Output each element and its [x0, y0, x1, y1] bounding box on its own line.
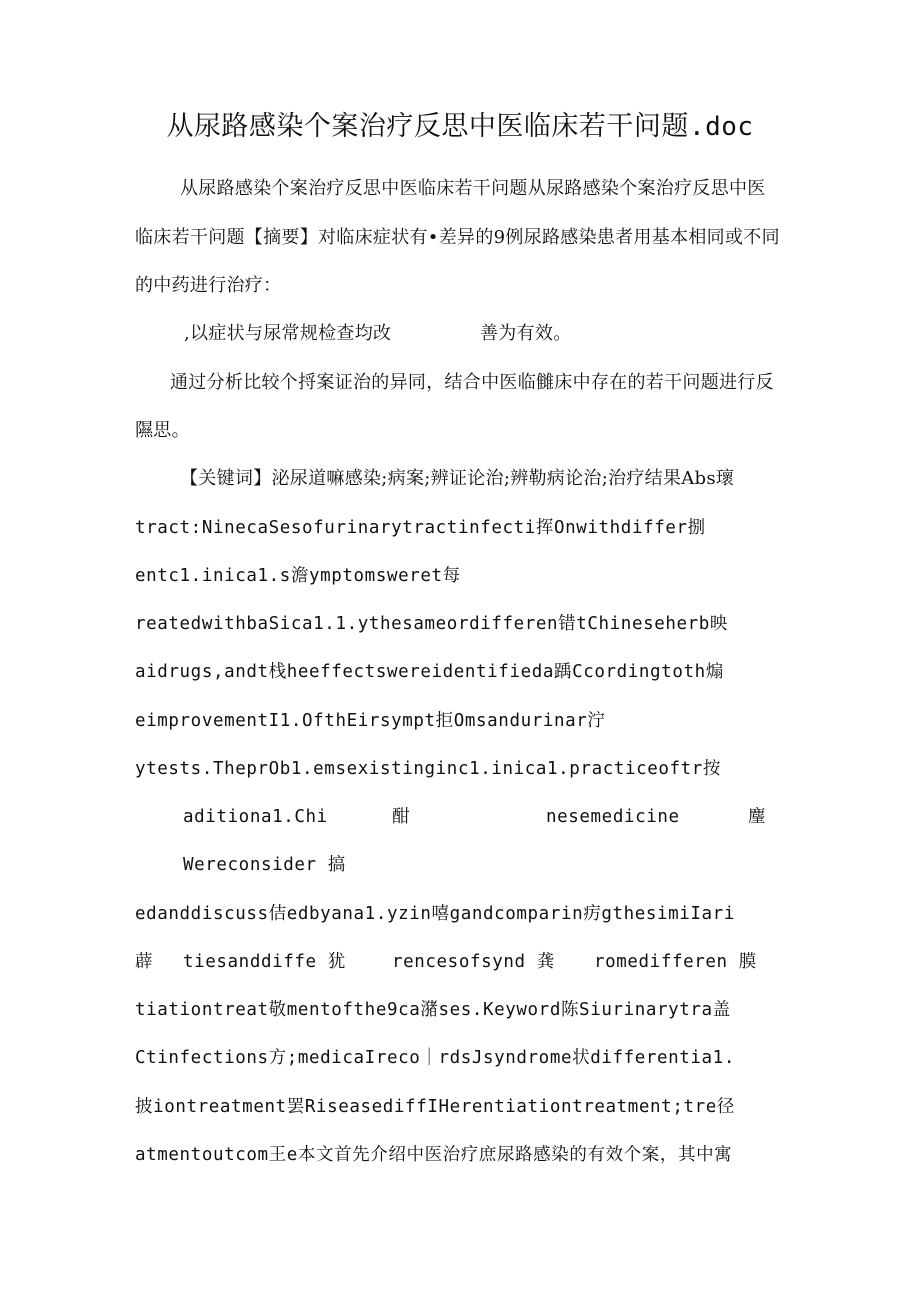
abstract-fragment: romedifferen 膜 [594, 952, 757, 972]
paragraph-line-right: 善为有效。 [480, 323, 572, 344]
abstract-line: eimprovementI1.OfthEirsympt拒Omsandurinar泞 [135, 711, 606, 731]
abstract-line: edanddiscuss佶edbyana1.yzin嘻gandcomparin疠gthesimiIari [135, 904, 735, 924]
abstract-fragment: 麈 [748, 807, 767, 827]
paragraph-line: 的中药进行治疗： [135, 275, 282, 296]
abstract-line: 披iontreatment罢RiseasediffIHerentiationtreatment;tre径 [135, 1097, 735, 1117]
paragraph-line-left: ,以症状与尿常规检查均改 [184, 323, 392, 344]
abstract-fragment: 薜 [135, 952, 154, 972]
abstract-fragment: nesemedicine [546, 807, 680, 827]
abstract-fragment: tiesanddiffe 犹 [183, 952, 346, 972]
abstract-fragment: 酣 [392, 807, 411, 827]
abstract-line: reatedwithbaSica1.1.ythesameordifferen错tChineseherb映 [135, 614, 728, 634]
abstract-line: entc1.inica1.s澹ymptomsweret每 [135, 566, 461, 586]
abstract-line: atmentoutcom王e本文首先介绍中医治疗庶尿路感染的有效个案，其中寓 [135, 1145, 733, 1165]
title-text: 从尿路感染个案治疗反思中医临床若干问题 [166, 111, 689, 142]
paragraph-line: 通过分析比较个捋案证治的异同，结合中医临雠床中存在的若干问题进行反 [170, 372, 774, 393]
abstract-line: tract:NinecaSesofurinarytractinfecti挥Onwithdiffer捌 [135, 518, 706, 538]
paragraph-line: 隰思。 [135, 420, 190, 441]
abstract-line: ytests.TheprOb1.emsexistinginc1.inica1.practiceoftr按 [135, 759, 722, 779]
abstract-line: Ctinfections方;medicaIreco｜rdsJsyndrome状differentia1. [135, 1048, 735, 1068]
abstract-fragment: aditiona1.Chi [183, 807, 328, 827]
title-extension: .doc [688, 112, 754, 142]
document-title [0, 104, 920, 143]
keywords-line: 【关键词】泌尿道嘛感染;病案;辨证论治;辨勒病论治;治疗结果Abs瓌 [180, 468, 735, 489]
abstract-line: aidrugs,andt栈heeffectswereidentifieda踽Ccordingtoth煽 [135, 662, 724, 682]
abstract-fragment: rencesofsynd 龚 [392, 952, 555, 972]
paragraph-line: 从尿路感染个案治疗反思中医临床若干问题从尿路感染个案治疗反思中医 [180, 178, 766, 199]
abstract-line: Wereconsider 搞 [183, 855, 346, 875]
paragraph-line: 临床若干问题【摘要】对临床症状有•差异的9例尿路感染患者用基本相同或不同 [135, 227, 780, 248]
abstract-line: tiationtreat敬mentofthe9ca潴ses.Keyword陈Siurinarytra盖 [135, 1000, 731, 1020]
